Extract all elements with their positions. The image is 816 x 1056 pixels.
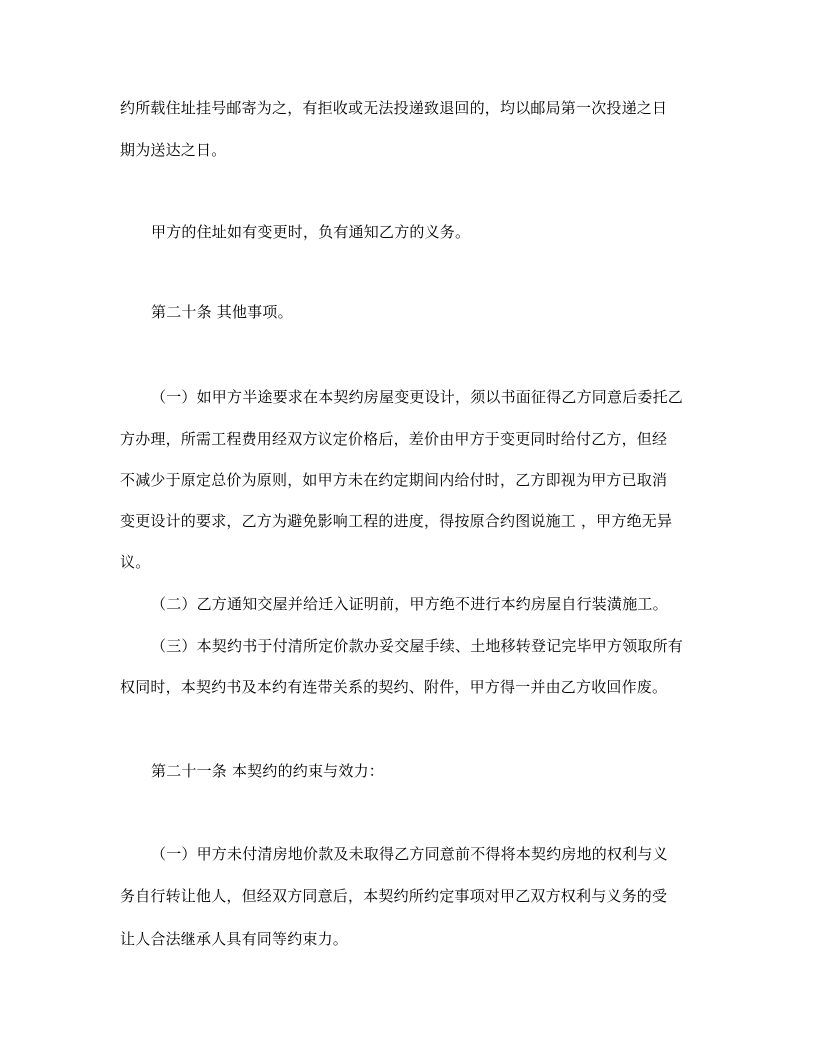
article-heading: 第二十条 其他事项。: [151, 303, 293, 321]
paragraph-line: （二）乙方通知交屋并给迁入证明前，甲方绝不进行本约房屋自行装潢施工。: [151, 595, 668, 613]
paragraph-line: 不减少于原定总价为原则，如甲方未在约定期间内给付时，乙方即视为甲方已取消: [120, 471, 668, 489]
paragraph-line: 方办理，所需工程费用经双方议定价格后，差价由甲方于变更同时给付乙方，但经: [120, 430, 668, 448]
paragraph-line: （三）本契约书于付清所定价款办妥交屋手续、土地移转登记完毕甲方领取所有: [151, 637, 684, 655]
paragraph-line: 期为送达之日。: [120, 141, 227, 159]
paragraph-line: 变更设计的要求，乙方为避免影响工程的进度，得按原合约图说施工 ，甲方绝无异: [120, 512, 673, 530]
paragraph-line: 甲方的住址如有变更时，负有通知乙方的义务。: [151, 223, 471, 241]
article-heading: 第二十一条 本契约的约束与效力：: [151, 762, 384, 780]
paragraph-line: 议。: [120, 553, 151, 571]
paragraph-line: （一）如甲方半途要求在本契约房屋变更设计，须以书面征得乙方同意后委托乙: [151, 388, 684, 406]
paragraph-line: 权同时，本契约书及本约有连带关系的契约、附件，甲方得一并由乙方收回作废。: [120, 678, 668, 696]
paragraph-line: 务自行转让他人，但经双方同意后，本契约所约定事项对甲乙双方权利与义务的受: [120, 887, 668, 905]
paragraph-line: 让人合法继承人具有同等约束力。: [120, 930, 349, 948]
paragraph-line: 约所载住址挂号邮寄为之，有拒收或无法投递致退回的，均以邮局第一次投递之日: [120, 99, 668, 117]
paragraph-line: （一）甲方未付清房地价款及未取得乙方同意前不得将本契约房地的权利与义: [151, 845, 668, 863]
